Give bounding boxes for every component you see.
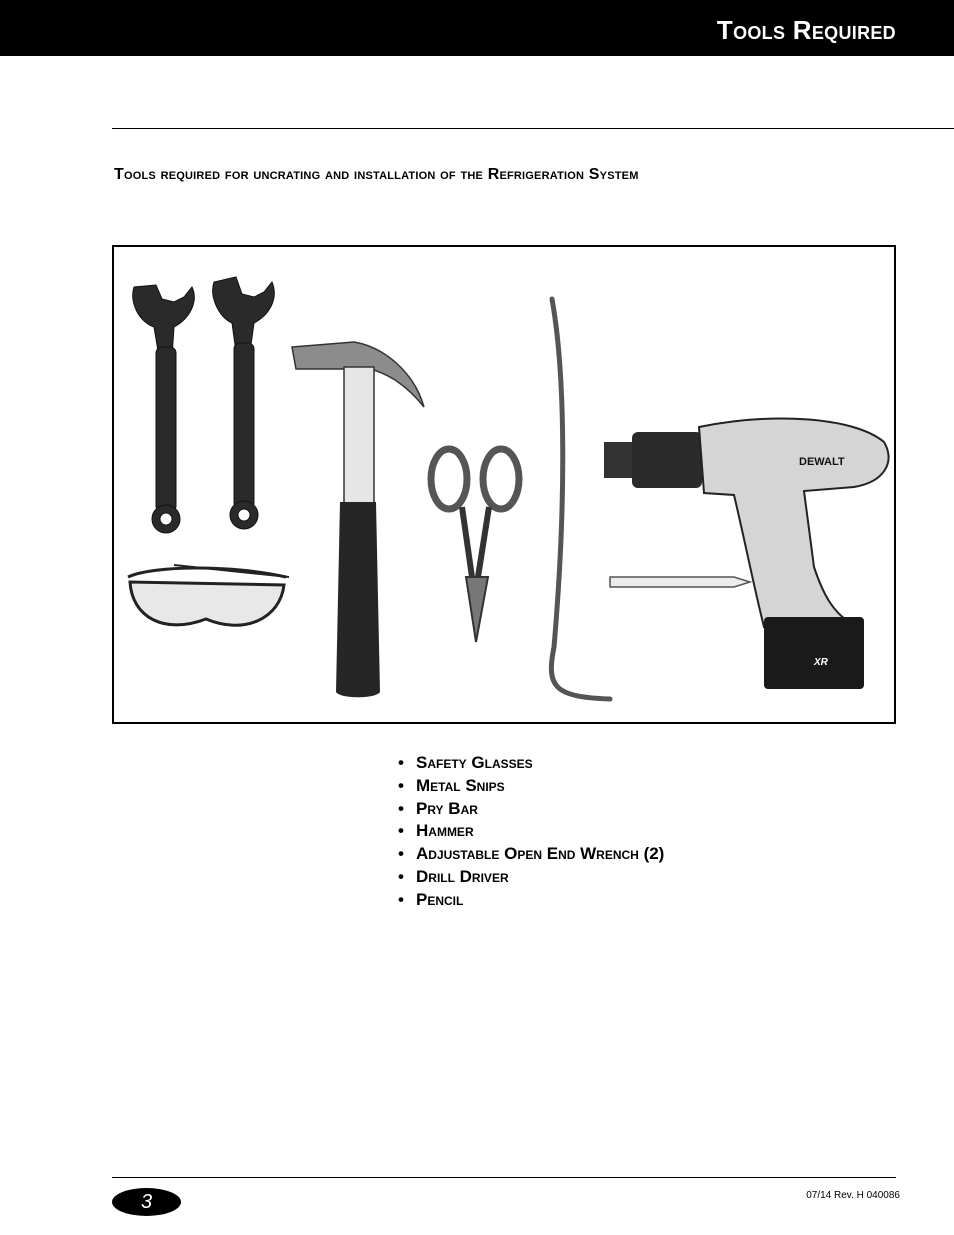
pry-bar-icon: [551, 299, 610, 699]
header-bar: [0, 0, 954, 56]
bullet-icon: •: [398, 821, 404, 841]
list-item: [398, 798, 664, 821]
safety-glasses-icon: [128, 565, 289, 625]
bullet-icon: •: [398, 844, 404, 864]
pencil-icon: [610, 577, 750, 587]
list-item: [398, 820, 664, 843]
bullet-icon: •: [398, 775, 404, 795]
list-item: [398, 866, 664, 889]
drill-brand-label: DEWALT: [799, 456, 845, 468]
bullet-icon: •: [398, 753, 404, 772]
page-title: Tools Required: [716, 15, 896, 45]
tool-label: Adjustable Open End Wrench (2): [416, 844, 665, 864]
tool-label: Hammer: [416, 821, 474, 841]
bullet-icon: •: [398, 798, 404, 818]
wrench-right-icon: [213, 277, 275, 529]
tool-label: Pry Bar: [416, 798, 478, 818]
tool-list: [398, 752, 664, 912]
bullet-icon: •: [398, 889, 404, 909]
top-divider: [112, 128, 954, 129]
tool-label: Drill Driver: [416, 866, 509, 886]
bullet-icon: •: [398, 866, 404, 886]
tool-label: Safety Glasses: [416, 753, 533, 772]
list-item: [398, 775, 664, 798]
page-number-badge: 3: [112, 1188, 181, 1216]
list-item: [398, 752, 664, 775]
tools-photo: [112, 245, 896, 724]
battery-badge-label: XR: [814, 657, 828, 668]
list-item: [398, 889, 664, 912]
hammer-icon: [292, 342, 424, 697]
section-subtitle: Tools required for uncrating and installation of the Refrigeration System: [114, 166, 639, 183]
revision-code: 07/14 Rev. H 040086: [806, 1190, 900, 1201]
tool-label: Pencil: [416, 889, 464, 909]
tool-label: Metal Snips: [416, 775, 505, 795]
drill-driver-icon: [604, 419, 889, 689]
wrench-left-icon: [133, 285, 195, 533]
tools-illustration: [114, 247, 894, 722]
list-item: [398, 843, 664, 866]
metal-snips-icon: [431, 449, 519, 642]
bottom-divider: [112, 1177, 896, 1178]
